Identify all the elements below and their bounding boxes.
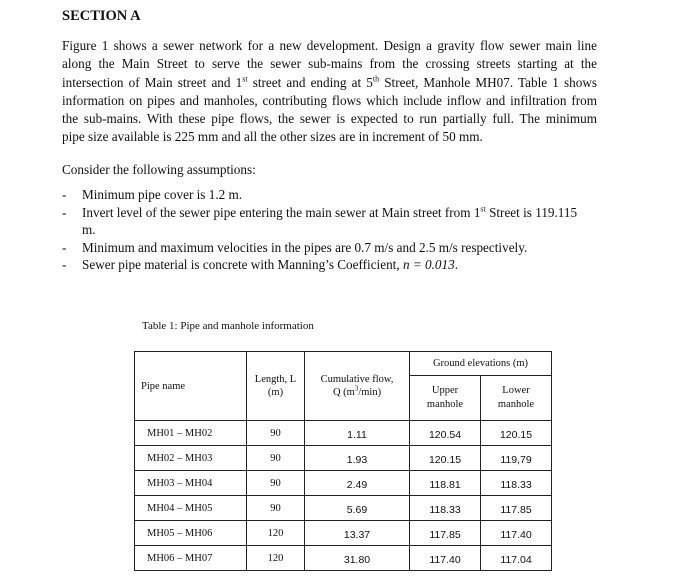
assumption-item bbox=[62, 256, 602, 274]
assumption-text: Minimum and maximum velocities in the pipes are 0.7 m/s and 2.5 m/s respectively. bbox=[82, 239, 528, 255]
assumption-item bbox=[62, 239, 602, 257]
cell-length: 90 bbox=[247, 446, 305, 471]
bullet-dash: - bbox=[62, 257, 67, 273]
cell-lower: 117.04 bbox=[481, 546, 552, 571]
intro-line: pipe size available is 225 mm and all the other sizes are in increment of 50 mm. bbox=[62, 129, 483, 145]
cell-upper: 117.85 bbox=[410, 521, 481, 546]
header-upper-label: Upper bbox=[431, 385, 459, 396]
cell-length: 120 bbox=[247, 521, 305, 546]
superscript: st bbox=[480, 204, 486, 214]
cell-lower: 119,79 bbox=[481, 446, 552, 471]
bullet-dash: - bbox=[62, 239, 67, 255]
cell-upper: 120.15 bbox=[410, 446, 481, 471]
assumptions-list bbox=[62, 186, 602, 274]
cell-pipe-name: MH02 – MH03 bbox=[135, 446, 247, 471]
cell-upper: 117.40 bbox=[410, 546, 481, 571]
assumption-text: . bbox=[454, 257, 458, 273]
table-header-row bbox=[135, 352, 552, 376]
table-row bbox=[135, 471, 552, 496]
cell-pipe-name: MH06 – MH07 bbox=[135, 546, 247, 571]
cell-upper: 118.81 bbox=[410, 471, 481, 496]
intro-paragraph bbox=[62, 37, 597, 147]
superscript: 3 bbox=[354, 384, 359, 393]
assumption-text: Sewer pipe material is concrete with Manning’s Coefficient, bbox=[82, 257, 403, 273]
bullet-dash: - bbox=[62, 204, 67, 220]
intro-text: intersection of Main street and 1 bbox=[62, 74, 243, 90]
section-title: SECTION A bbox=[62, 8, 141, 24]
cell-flow: 1.11 bbox=[305, 421, 410, 446]
intro-line bbox=[62, 74, 597, 92]
table-row bbox=[135, 546, 552, 571]
intro-line: information on pipes and manholes, contributing flows which include inflow and infiltration from bbox=[62, 92, 597, 108]
intro-text: Street, Manhole MH07. Table 1 shows bbox=[379, 74, 597, 90]
cell-flow: 31.80 bbox=[305, 546, 410, 571]
header-flow bbox=[305, 352, 410, 421]
cell-upper: 118.33 bbox=[410, 496, 481, 521]
header-upper-manhole-label: manhole bbox=[426, 399, 464, 410]
header-lower-manhole bbox=[481, 376, 552, 421]
assumption-text: Street is 119.115 bbox=[485, 204, 578, 220]
cell-length: 120 bbox=[247, 546, 305, 571]
table-caption: Table 1: Pipe and manhole information bbox=[142, 320, 314, 332]
header-flow-unit: Q (m bbox=[332, 387, 355, 398]
assumption-formula: n = 0.013 bbox=[402, 257, 455, 273]
assumption-text: Minimum pipe cover is 1.2 m. bbox=[82, 187, 243, 202]
assumption-item bbox=[62, 186, 602, 204]
header-upper-manhole bbox=[410, 376, 481, 421]
cell-length: 90 bbox=[247, 421, 305, 446]
cell-lower: 117.40 bbox=[481, 521, 552, 546]
header-flow-label: Cumulative flow, bbox=[320, 374, 394, 385]
header-length-label: Length, L bbox=[254, 374, 297, 385]
cell-lower: 120.15 bbox=[481, 421, 552, 446]
cell-pipe-name: MH05 – MH06 bbox=[135, 521, 247, 546]
cell-lower: 117.85 bbox=[481, 496, 552, 521]
assumptions-intro: Consider the following assumptions: bbox=[62, 162, 256, 177]
superscript: th bbox=[372, 74, 380, 84]
assumption-text: m. bbox=[82, 222, 96, 238]
intro-line: along the Main Street to serve the sewer sub-mains from the crossing streets starting at the bbox=[62, 56, 597, 72]
intro-line: the sub-mains. With these pipe flows, the sewer is expected to run partially full. The minimum bbox=[62, 111, 597, 127]
assumption-item bbox=[62, 204, 602, 239]
cell-length: 90 bbox=[247, 496, 305, 521]
cell-length: 90 bbox=[247, 471, 305, 496]
bullet-dash: - bbox=[62, 187, 67, 202]
cell-flow: 2.49 bbox=[305, 471, 410, 496]
cell-pipe-name: MH04 – MH05 bbox=[135, 496, 247, 521]
assumption-text: Invert level of the sewer pipe entering the main sewer at Main street from 1 bbox=[82, 204, 481, 220]
cell-upper: 120.54 bbox=[410, 421, 481, 446]
cell-pipe-name: MH03 – MH04 bbox=[135, 471, 247, 496]
table-row bbox=[135, 446, 552, 471]
header-length-unit: (m) bbox=[267, 387, 284, 398]
intro-text: street and ending at 5 bbox=[247, 74, 373, 90]
header-lower-manhole-label: manhole bbox=[497, 399, 535, 410]
superscript: st bbox=[242, 74, 248, 84]
table-row bbox=[135, 421, 552, 446]
cell-flow: 1.93 bbox=[305, 446, 410, 471]
cell-pipe-name: MH01 – MH02 bbox=[135, 421, 247, 446]
header-flow-unit: /min) bbox=[358, 387, 382, 398]
header-ground-elevations: Ground elevations (m) bbox=[410, 352, 552, 376]
header-lower-label: Lower bbox=[502, 385, 530, 396]
cell-flow: 5.69 bbox=[305, 496, 410, 521]
cell-lower: 118.33 bbox=[481, 471, 552, 496]
header-length bbox=[247, 352, 305, 421]
table-row bbox=[135, 521, 552, 546]
table-row bbox=[135, 496, 552, 521]
intro-line: Figure 1 shows a sewer network for a new development. Design a gravity flow sewer main line bbox=[62, 38, 597, 53]
pipe-manhole-table bbox=[134, 351, 552, 571]
header-pipe-name: Pipe name bbox=[135, 352, 247, 421]
cell-flow: 13.37 bbox=[305, 521, 410, 546]
